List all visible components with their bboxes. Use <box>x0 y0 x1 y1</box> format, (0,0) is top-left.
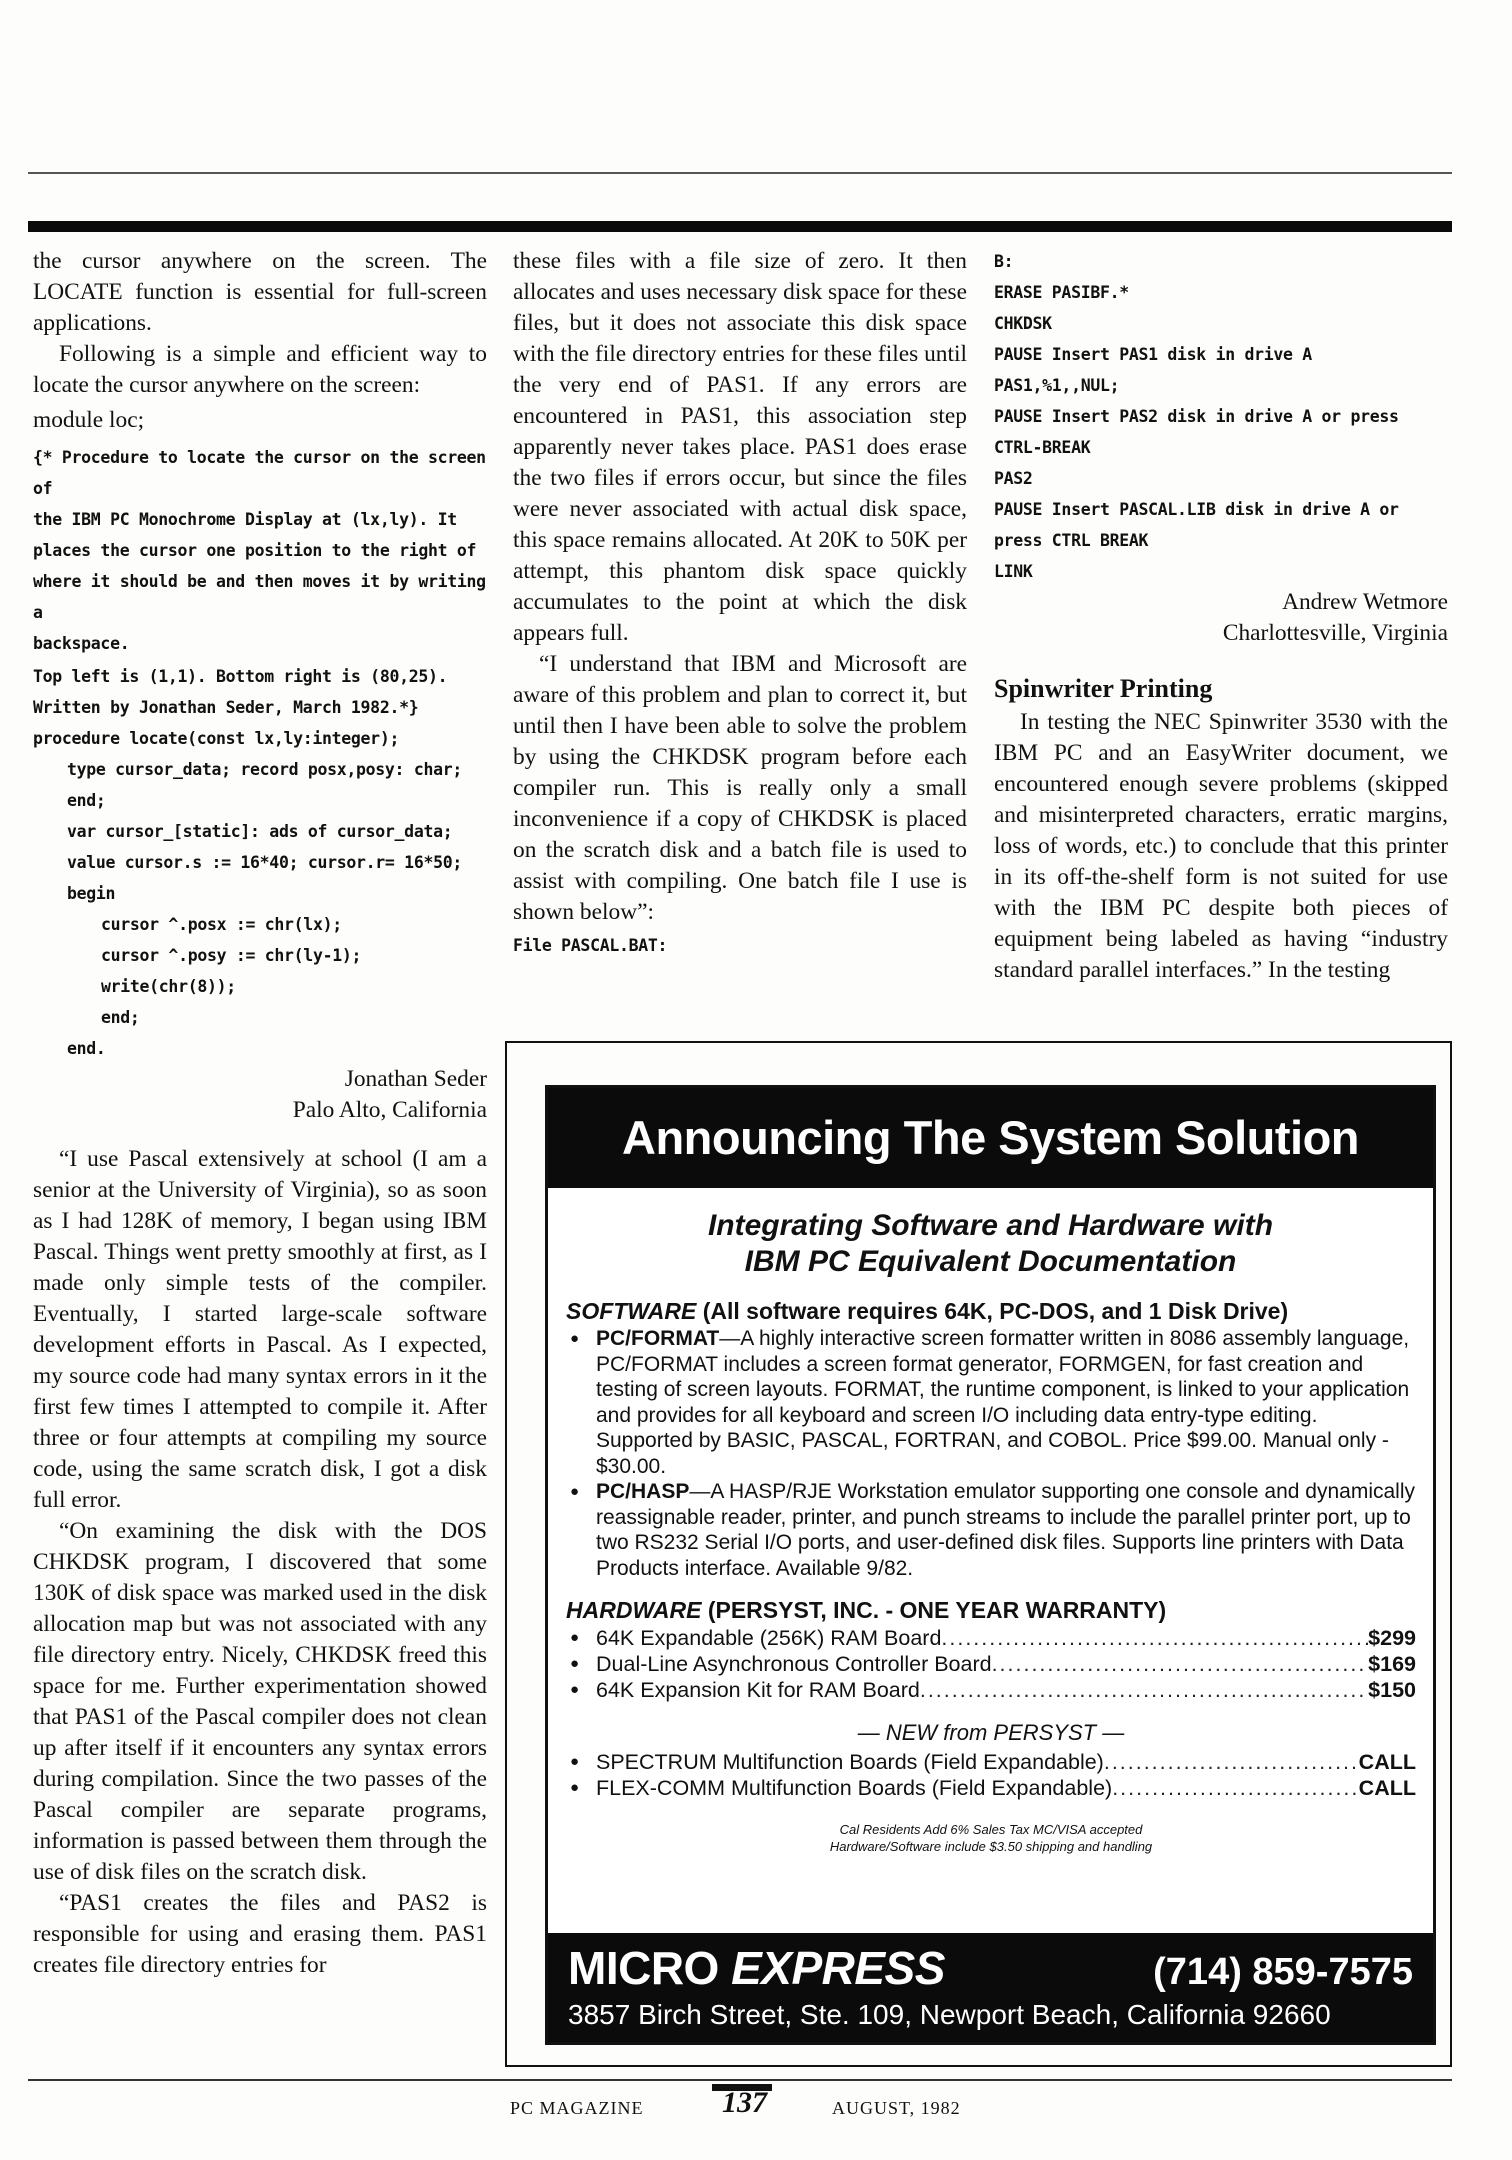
software-item <box>566 1479 1416 1581</box>
code-line: end; <box>101 1008 140 1027</box>
code-comment-block <box>33 442 496 723</box>
street-address: 3857 Birch Street, Ste. 109, Newport Beach, California 92660 <box>568 1999 1331 2030</box>
code-line: PAUSE Insert PAS2 disk in drive A or press <box>994 407 1399 426</box>
ad-banner: Announcing The System Solution <box>548 1088 1433 1188</box>
software-item <box>566 1326 1416 1479</box>
code-line: PAS1,%1,,NUL; <box>994 376 1120 395</box>
code-line: where it should be and then moves it by writing a <box>33 572 496 622</box>
code-line: type cursor_data; record posx,posy: char; <box>67 760 462 779</box>
code-line: {* Procedure to locate the cursor on the screen of <box>33 448 496 498</box>
hardware-item <box>566 1651 1416 1677</box>
advertisement <box>545 1085 1436 2045</box>
paragraph: “PAS1 creates the files and PAS2 is responsible for using and erasing them. PAS1 creates file directory entries for <box>33 1890 487 1978</box>
item-label: ● SPECTRUM Multifunction Boards (Field Expandable) <box>596 1750 1104 1774</box>
code-line: B: <box>994 252 1014 271</box>
company-name <box>568 1941 945 1995</box>
batch-file-listing <box>994 246 1448 587</box>
fine-print-line: Hardware/Software include $3.50 shipping and handling <box>829 1839 1153 1854</box>
ad-subtitle <box>548 1208 1433 1280</box>
paragraph: In testing the NEC Spinwriter 3530 with the IBM PC and an EasyWriter document, we encountered enough severe problems (skipped and misinterpreted characters, erratic margins, loss of words, etc.) to conclude that this printer in its off-the-shelf form is not suited for use with the IBM PC despite both pieces of equipment being labeled as having “industry standard parallel interfaces.” In the testing <box>994 709 1448 983</box>
ad-footer <box>548 1933 1433 2042</box>
signature-name: Andrew Wetmore <box>1282 589 1448 615</box>
item-price: CALL <box>1358 1750 1416 1774</box>
column-header-rule <box>28 221 1452 232</box>
paragraph: “I understand that IBM and Microsoft are aware of this problem and plan to correct it, but until then I have been able to solve the problem by using the CHKDSK program before each compiler run. This is really only a small inconvenience if a copy of CHKDSK is placed on the scratch disk and a batch file is used to assist with compiling. One batch file I use is shown below”: <box>513 651 967 925</box>
code-body-block <box>33 723 487 1064</box>
section-heading: Spinwriter Printing <box>994 674 1213 703</box>
signature-place: Palo Alto, California <box>292 1097 487 1123</box>
code-line: write(chr(8)); <box>101 977 236 996</box>
new-products-heading: — NEW from PERSYST — <box>857 1720 1125 1745</box>
software-label: SOFTWARE <box>566 1298 697 1324</box>
software-heading <box>566 1296 1416 1326</box>
fine-print-line: Cal Residents Add 6% Sales Tax MC/VISA accepted <box>839 1822 1143 1837</box>
hardware-note: (PERSYST, INC. - ONE YEAR WARRANTY) <box>707 1597 1167 1623</box>
item-price: $169 <box>1368 1652 1416 1676</box>
item-price: CALL <box>1358 1776 1416 1800</box>
item-price: $299 <box>1368 1626 1416 1650</box>
ad-body <box>566 1296 1416 1855</box>
phone-number: (714) 859-7575 <box>1153 1951 1413 1993</box>
item-label: ● 64K Expandable (256K) RAM Board <box>596 1626 942 1650</box>
column-3 <box>994 246 1448 986</box>
code-line: LINK <box>994 562 1033 581</box>
hardware-label: HARDWARE <box>566 1597 702 1623</box>
code-line: cursor ^.posx := chr(lx); <box>101 915 342 934</box>
paragraph: “On examining the disk with the DOS CHKDSK program, I discovered that some 130K of disk space was marked used in the disk allocation map but was not associated with any file directory entry. Nicely, CHKDSK freed this space for me. Further experimentation showed that PAS1 of the Pascal compiler does not clean up after itself if it encounters any syntax errors during compilation. Since the two passes of the Pascal compiler are separate programs, information is passed between them through the use of disk files on the scratch disk. <box>33 1518 487 1885</box>
code-line: CTRL-BREAK <box>994 438 1091 457</box>
column-1 <box>33 246 496 1981</box>
item-label: ● Dual-Line Asynchronous Controller Board <box>596 1652 992 1676</box>
company-name-part: MICRO <box>568 1942 719 1994</box>
code-line: PAUSE Insert PASCAL.LIB disk in drive A or <box>994 500 1399 519</box>
signature-place: Charlottesville, Virginia <box>1222 620 1448 646</box>
item-label: ● FLEX-COMM Multifunction Boards (Field Expandable) <box>596 1776 1113 1800</box>
company-name-part: EXPRESS <box>731 1942 945 1994</box>
paragraph: “I use Pascal extensively at school (I am a senior at the University of Virginia), so as soon as I had 128K of memory, I began using IBM Pascal. Things went pretty smoothly at first, as I made only simple tests of the compiler. Eventually, I started large-scale software development efforts in Pascal. As I expected, my source code had many syntax errors in it the first few times I attempted to compile it. After three or four attempts at compiling my source code, using the same scratch disk, I got a disk full error. <box>33 1146 487 1513</box>
footer-magazine: PC MAGAZINE <box>510 2098 644 2118</box>
footer-date: AUGUST, 1982 <box>832 2098 961 2118</box>
code-line: backspace. <box>33 634 130 653</box>
code-line: cursor ^.posy := chr(ly-1); <box>101 946 362 965</box>
code-line: PAS2 <box>994 469 1033 488</box>
paragraph: Following is a simple and efficient way to locate the cursor anywhere on the screen: <box>33 341 487 398</box>
code-line: var cursor_[static]: ads of cursor_data; <box>67 822 453 841</box>
code-line: PAUSE Insert PAS1 disk in drive A <box>994 345 1312 364</box>
hardware-item <box>566 1625 1416 1651</box>
product-name: PC/HASP <box>596 1480 690 1503</box>
code-line: value cursor.s := 16*40; cursor.r= 16*50; <box>67 853 462 872</box>
new-item <box>566 1749 1416 1775</box>
hardware-heading <box>566 1595 1416 1625</box>
code-line: end. <box>67 1039 106 1058</box>
product-description: —A highly interactive screen formatter written in 8086 assembly language, PC/FORMAT includes a screen format generator, FORMGEN, for fast creation and testing of screen layouts. FORMAT, the runtime component, is linked to your application and provides for all keyboard and screen I/O including data entry-type editing. Supported by BASIC, PASCAL, FORTRAN, and COBOL. Price $99.00. Manual only - $30.00. <box>596 1327 1410 1478</box>
item-label: ● 64K Expansion Kit for RAM Board <box>596 1678 920 1702</box>
code-line: Written by Jonathan Seder, March 1982.*} <box>33 698 419 717</box>
item-price: $150 <box>1368 1678 1416 1702</box>
fine-print <box>566 1821 1416 1855</box>
code-line: procedure locate(const lx,ly:integer); <box>33 729 400 748</box>
code-line: press CTRL BREAK <box>994 531 1149 550</box>
product-description: —A HASP/RJE Workstation emulator supporting one console and dynamically reassignable reader, printer, and punch streams to include the parallel printer port, up to two RS232 Serial I/O ports, and user-defined disk files. Supports line printers with Data Products interface. Available 9/82. <box>596 1480 1415 1580</box>
code-line: begin <box>67 884 116 903</box>
code-line: ERASE PASIBF.* <box>994 283 1129 302</box>
code-line: the IBM PC Monochrome Display at (lx,ly). It <box>33 510 457 529</box>
page-number: 137 <box>722 2086 767 2119</box>
paragraph: the cursor anywhere on the screen. The LOCATE function is essential for full-screen applications. <box>33 248 487 336</box>
new-item <box>566 1775 1416 1801</box>
file-label: File PASCAL.BAT: <box>513 936 668 955</box>
code-line: Top left is (1,1). Bottom right is (80,25). <box>33 667 448 686</box>
module-line: module loc; <box>33 407 145 433</box>
ad-subtitle-line: IBM PC Equivalent Documentation <box>744 1245 1237 1278</box>
software-note: (All software requires 64K, PC-DOS, and 1 Disk Drive) <box>702 1298 1289 1324</box>
signature-name: Jonathan Seder <box>344 1066 487 1092</box>
hardware-item <box>566 1677 1416 1703</box>
paragraph: these files with a file size of zero. It then allocates and uses necessary disk space for these files, but it does not associate this disk space with the file directory entries for these files until the very end of PAS1. If any errors are encountered in PAS1, this association step apparently never takes place. PAS1 does erase the two files if errors occur, but since the files were never associated with actual disk space, this space remains allocated. At 20K to 50K per attempt, this phantom disk space quickly accumulates to the point at which the disk appears full. <box>513 248 967 646</box>
ad-subtitle-line: Integrating Software and Hardware with <box>707 1209 1274 1242</box>
top-rule <box>28 172 1452 174</box>
code-line: places the cursor one position to the right of <box>33 541 477 560</box>
bottom-rule <box>28 2079 1452 2081</box>
product-name: PC/FORMAT <box>596 1327 720 1350</box>
code-line: end; <box>67 791 106 810</box>
column-2 <box>513 246 967 961</box>
code-line: CHKDSK <box>994 314 1052 333</box>
